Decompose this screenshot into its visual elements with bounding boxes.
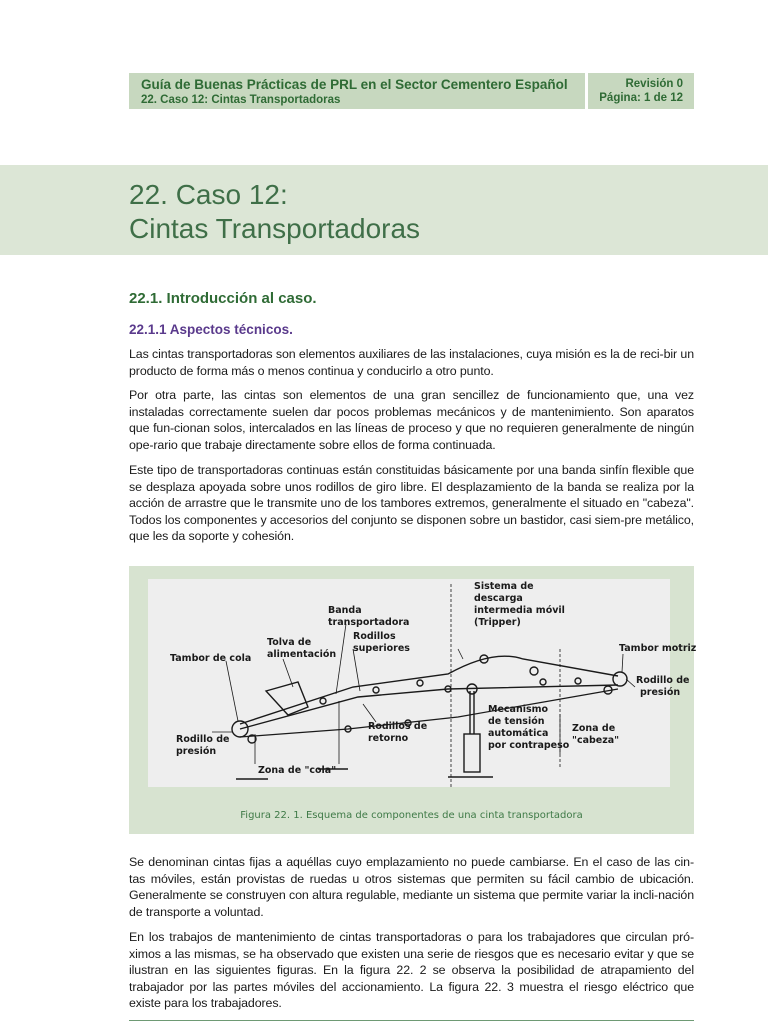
label-zona-cabeza-1: Zona de: [572, 723, 616, 734]
label-sistema-2: descarga: [474, 593, 523, 604]
paragraph-4: Se denominan cintas fijas a aquéllas cuyo emplazamiento no puede cambiarse. En el caso de las cin-tas móviles, están provistas de ruedas u otros sistemas que permiten su fácil cambio de ubicación. Generalmente se construyen con altura regulable, mediante un sistema que permite variar la incli-nación de transporte a voluntad.: [129, 855, 694, 919]
paragraph-2: Por otra parte, las cintas son elementos de una gran sencillez de funcionamiento que, una vez instaladas correctamente suelen dar pocos problemas mecánicos y de mantenimiento. Son aparatos que fun-cionan solos, intercalados en las líneas de proceso y que no requieren generalmente de ningún ope-rario que trabaje directamente sobre ellos de forma continuada.: [129, 388, 694, 452]
label-rodillos-sup-1: Rodillos: [353, 631, 396, 642]
chapter-title-line2: Cintas Transportadoras: [129, 213, 421, 244]
paragraph-3: Este tipo de transportadoras continuas están constituidas básicamente por una banda sinfín flexible que se desplaza apoyada sobre unos rodillos de giro libre. El desplazamiento de la banda se realiza por la acción de arrastre que le transmite uno de los tambores extremos, generalmente el situado en "cabeza". Todos los componentes y accesorios del conjunto se disponen sobre un bastidor, casi siem-pre metálico, que les da soporte y cohesión.: [129, 463, 694, 544]
label-rodillo-presion-l1: Rodillo de: [176, 734, 230, 745]
label-mecanismo-4: por contrapeso: [488, 740, 570, 751]
subsection-heading: 22.1.1 Aspectos técnicos.: [129, 322, 293, 337]
label-banda-1: Banda: [328, 605, 362, 616]
header-title-box: [129, 73, 585, 109]
paragraph-1: Las cintas transportadoras son elementos auxiliares de las instalaciones, cuya misión es la de reci-bir un producto de forma más o menos continua y conducirlo a otro punto.: [129, 347, 694, 378]
label-zona-cola: Zona de "cola": [258, 765, 337, 776]
label-sistema-1: Sistema de: [474, 581, 534, 592]
section-heading: 22.1. Introducción al caso.: [129, 290, 317, 307]
chapter-title-line1: 22. Caso 12:: [129, 179, 288, 210]
figure-diagram: [148, 579, 697, 787]
label-sistema-3: intermedia móvil: [474, 605, 565, 616]
label-tolva-2: alimentación: [267, 649, 337, 660]
belt-lower: [240, 685, 618, 729]
label-banda-2: transportadora: [328, 617, 410, 628]
guide-title: Guía de Buenas Prácticas de PRL en el Sector Cementero Español: [141, 77, 568, 92]
footer-rule: [129, 1020, 694, 1021]
conveyor-diagram: [148, 579, 697, 787]
paragraph-5: En los trabajos de mantenimiento de cintas transportadoras o para los trabajadores que circulan pró-ximos a las mismas, se ha observado que existen una serie de riesgos que es necesario evitar y que se ilustran en las siguientes figuras. En la figura 22. 2 se observa la posibilidad de atrapamiento del trabajador por las partes móviles del accionamiento. La figura 22. 3 muestra el riesgo eléctrico que existe para los trabajadores.: [129, 930, 694, 1011]
revision-label: Revisión 0: [625, 78, 683, 90]
label-rodillos-retorno-2: retorno: [368, 733, 409, 744]
figure-caption: Figura 22. 1. Esquema de componentes de una cinta transportadora: [240, 810, 583, 821]
label-tambor-cola: Tambor de cola: [170, 653, 252, 664]
label-rodillo-presion-l2: presión: [176, 746, 217, 757]
label-mecanismo-1: Mecanismo: [488, 704, 549, 715]
page-header: [129, 73, 694, 109]
header-meta-box: [588, 73, 694, 109]
chapter-title: [129, 178, 420, 246]
hopper: [266, 682, 308, 715]
head-drum: [613, 672, 627, 686]
label-rodillo-presion-r2: presión: [640, 687, 681, 698]
label-tolva-1: Tolva de: [267, 637, 312, 648]
figure-box: [129, 566, 697, 834]
label-rodillos-sup-2: superiores: [353, 643, 410, 654]
page-number: Página: 1 de 12: [599, 92, 683, 104]
label-rodillos-retorno-1: Rodillos de: [368, 721, 428, 732]
label-rodillo-presion-r1: Rodillo de: [636, 675, 690, 686]
label-sistema-4: (Tripper): [474, 617, 521, 628]
label-mecanismo-2: de tensión: [488, 716, 545, 727]
label-tambor-motriz: Tambor motriz: [619, 643, 697, 654]
label-zona-cabeza-2: "cabeza": [572, 735, 620, 746]
section-title: 22. Caso 12: Cintas Transportadoras: [141, 94, 341, 106]
label-mecanismo-3: automática: [488, 728, 549, 739]
